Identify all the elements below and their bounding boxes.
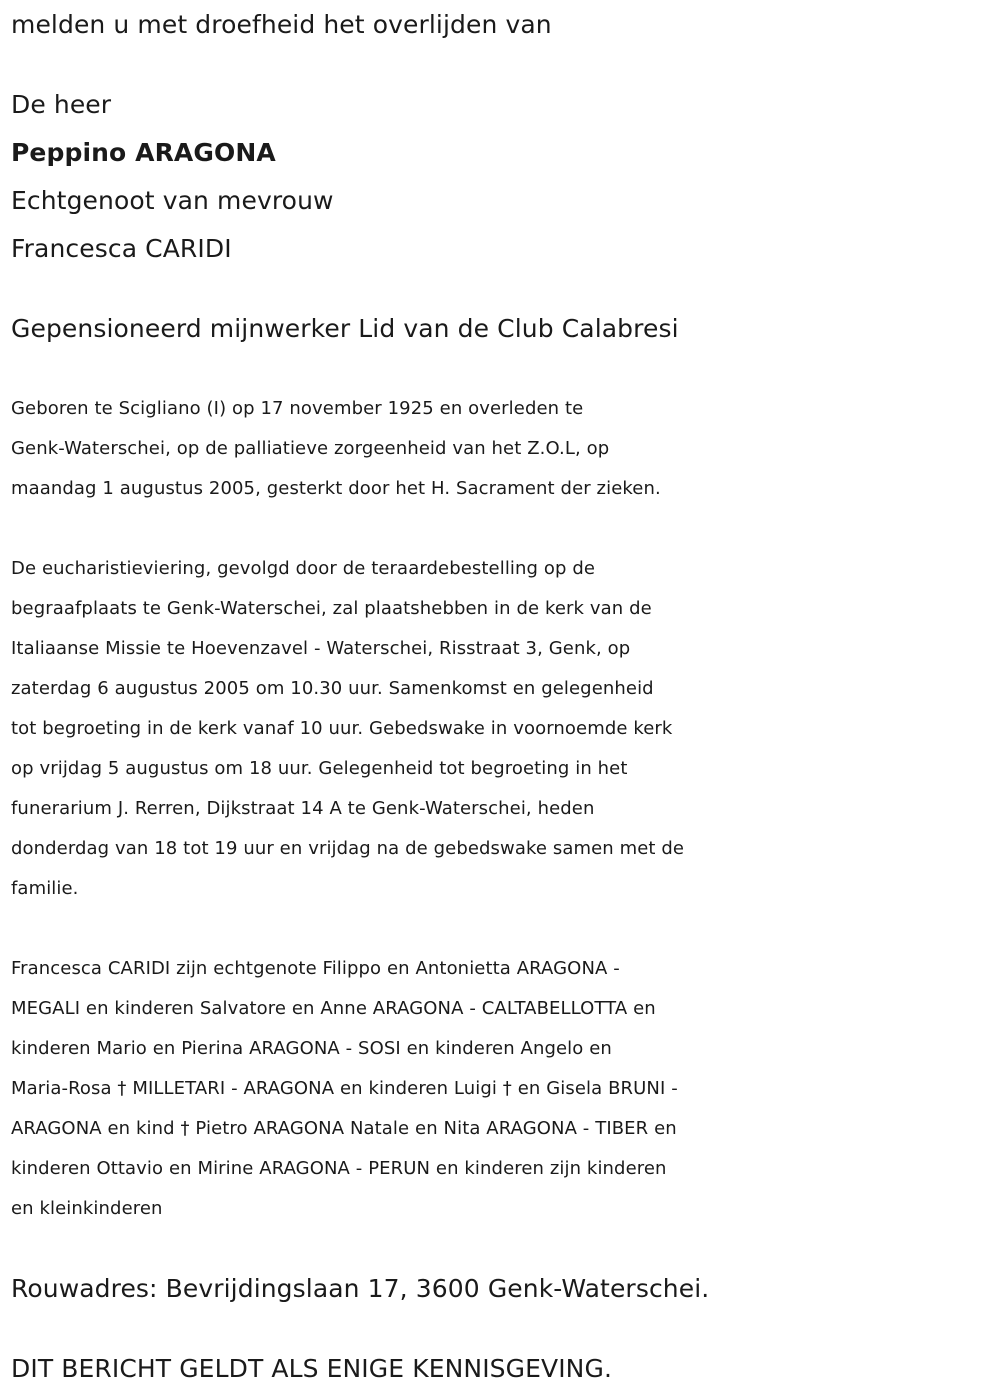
paragraph-line: kinderen Ottavio en Mirine ARAGONA - PERUN en kinderen zijn kinderen [11,1158,667,1179]
paragraph-line: maandag 1 augustus 2005, gesterkt door het H. Sacrament der zieken. [11,478,661,499]
salutation: De heer [11,90,112,119]
paragraph-line: MEGALI en kinderen Salvatore en Anne ARAGONA - CALTABELLOTTA en [11,998,656,1019]
paragraph-line: ARAGONA en kind † Pietro ARAGONA Natale en Nita ARAGONA - TIBER en [11,1118,677,1139]
paragraph-line: Geboren te Scigliano (I) op 17 november 1925 en overleden te [11,398,584,419]
family-paragraph [11,949,991,1229]
paragraph-line: De eucharistieviering, gevolgd door de teraardebestelling op de [11,558,596,579]
deceased-name: Peppino ARAGONA [11,138,276,167]
paragraph-line: en kleinkinderen [11,1198,163,1219]
ceremony-paragraph [11,549,991,909]
paragraph-line: familie. [11,878,79,899]
mourning-address: Rouwadres: Bevrijdingslaan 17, 3600 Genk-Waterschei. [11,1274,710,1303]
paragraph-line: funerarium J. Rerren, Dijkstraat 14 A te Genk-Waterschei, heden [11,798,595,819]
paragraph-line: Maria-Rosa † MILLETARI - ARAGONA en kinderen Luigi † en Gisela BRUNI - [11,1078,678,1099]
paragraph-line: Genk-Waterschei, op de palliatieve zorgeenheid van het Z.O.L, op [11,438,610,459]
spouse-line-1: Echtgenoot van mevrouw [11,186,334,215]
birth-death-paragraph [11,389,991,509]
intro-text: melden u met droefheid het overlijden van [11,10,552,39]
notice-text: DIT BERICHT GELDT ALS ENIGE KENNISGEVING. [11,1354,612,1383]
paragraph-line: tot begroeting in de kerk vanaf 10 uur. Gebedswake in voornoemde kerk [11,718,673,739]
paragraph-line: zaterdag 6 augustus 2005 om 10.30 uur. Samenkomst en gelegenheid [11,678,654,699]
paragraph-line: donderdag van 18 tot 19 uur en vrijdag na de gebedswake samen met de [11,838,685,859]
paragraph-line: begraafplaats te Genk-Waterschei, zal plaatshebben in de kerk van de [11,598,652,619]
spouse-line-2: Francesca CARIDI [11,234,232,263]
paragraph-line: Italiaanse Missie te Hoevenzavel - Waterschei, Risstraat 3, Genk, op [11,638,631,659]
occupation-text: Gepensioneerd mijnwerker Lid van de Club Calabresi [11,314,679,343]
paragraph-line: Francesca CARIDI zijn echtgenote Filippo en Antonietta ARAGONA - [11,958,620,979]
paragraph-line: op vrijdag 5 augustus om 18 uur. Gelegenheid tot begroeting in het [11,758,628,779]
paragraph-line: kinderen Mario en Pierina ARAGONA - SOSI en kinderen Angelo en [11,1038,612,1059]
